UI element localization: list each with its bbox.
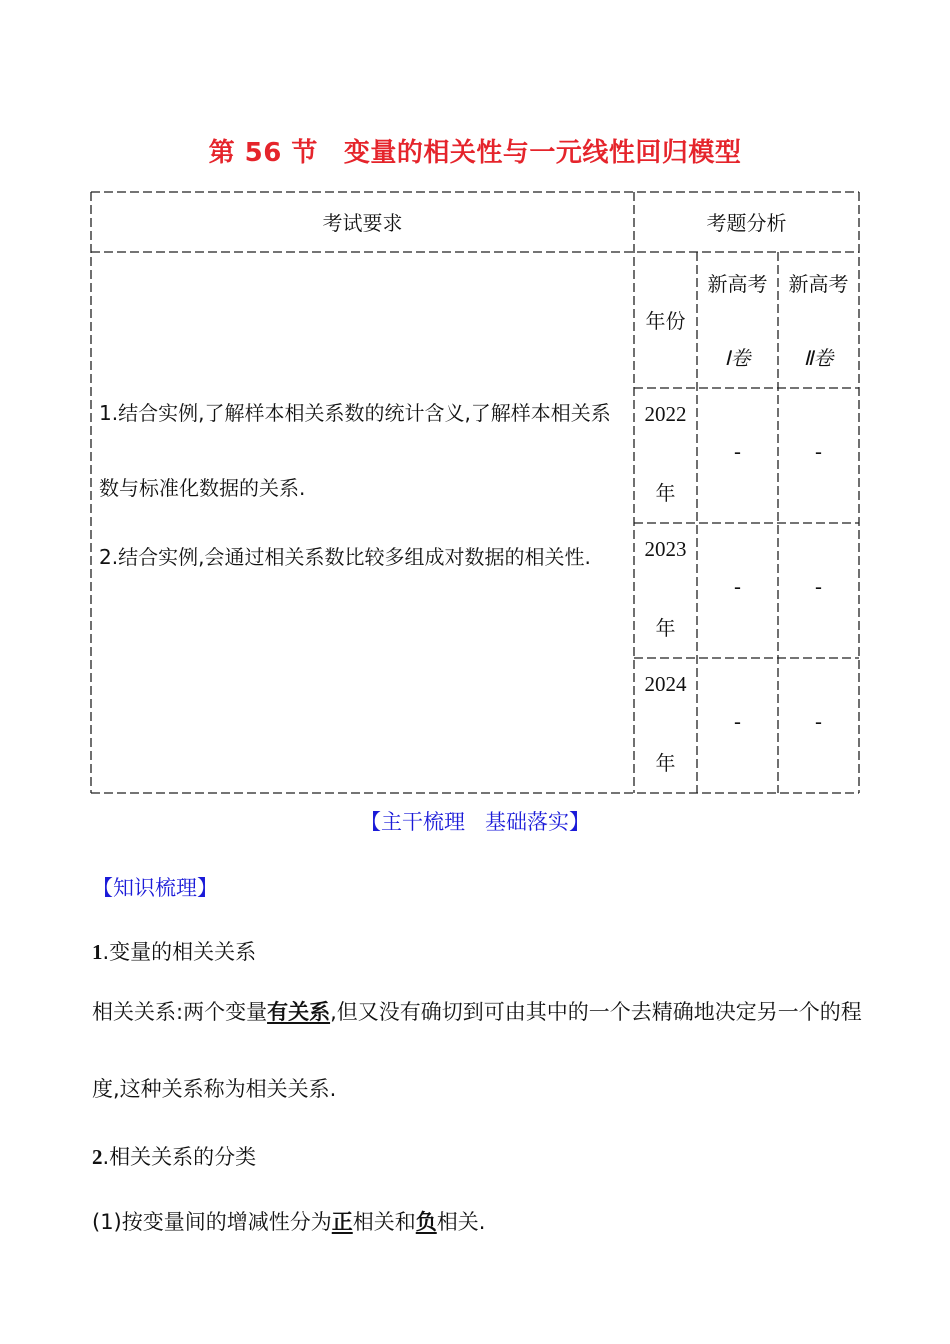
section1-heading xyxy=(92,936,256,966)
banner-right: 基础落实】 xyxy=(485,810,590,834)
section1-text-after: ,但又没有确切到可由其中的一个去精确地决定另一个的程度,这种关系称为相关关系. xyxy=(92,1000,862,1101)
item1-key-negative: 负 xyxy=(415,1210,437,1234)
col-year: 年份 xyxy=(645,309,686,333)
header-analysis: 考题分析 xyxy=(706,211,787,235)
section-banner xyxy=(0,806,950,836)
banner-left: 【主干梳理 xyxy=(360,810,465,834)
page-title xyxy=(0,132,950,169)
section2-item1 xyxy=(92,1206,862,1236)
section1-text-before: 相关关系:两个变量 xyxy=(92,1000,268,1024)
item1-prefix: (1)按变量间的增减性分为 xyxy=(92,1210,332,1234)
item1-mid: 相关和 xyxy=(352,1210,416,1234)
row-year: 2023 xyxy=(644,537,687,561)
section1-paragraph xyxy=(92,974,862,1128)
col-paper2-top: 新高考 xyxy=(788,272,849,296)
row-paper1-value: - xyxy=(733,710,742,734)
row-year-unit: 年 xyxy=(655,751,676,775)
row-year-unit: 年 xyxy=(655,481,676,505)
row-paper2-value: - xyxy=(814,575,823,599)
requirement-2: 2.结合实例,会通过相关系数比较多组成对数据的相关性. xyxy=(99,545,591,569)
section-name: 变量的相关性与一元线性回归模型 xyxy=(343,138,742,168)
section-number: 第 56 节 xyxy=(208,138,318,168)
col-paper2-bottom: Ⅱ卷 xyxy=(803,348,834,370)
row-paper1-value: - xyxy=(733,440,742,464)
row-paper1-value: - xyxy=(733,575,742,599)
row-paper2-value: - xyxy=(814,710,823,734)
row-year: 2024 xyxy=(644,672,687,696)
section2-number: 2 xyxy=(92,1145,103,1169)
col-paper1-top: 新高考 xyxy=(707,272,768,296)
section2-heading xyxy=(92,1141,256,1171)
item1-suffix: 相关. xyxy=(436,1210,486,1234)
knowledge-label: 【知识梳理】 xyxy=(92,876,218,900)
item1-key-positive: 正 xyxy=(331,1210,353,1234)
section1-key-term: 有关系 xyxy=(267,1000,331,1024)
header-requirements: 考试要求 xyxy=(322,211,403,235)
row-year: 2022 xyxy=(644,402,687,426)
row-paper2-value: - xyxy=(814,440,823,464)
section1-title: .变量的相关关系 xyxy=(102,940,257,964)
requirements-cell xyxy=(99,376,629,595)
section2-title: .相关关系的分类 xyxy=(102,1145,257,1169)
row-year-unit: 年 xyxy=(655,616,676,640)
section1-number: 1 xyxy=(92,940,103,964)
col-paper1-bottom: Ⅰ卷 xyxy=(724,348,751,370)
requirement-1: 1.结合实例,了解样本相关系数的统计含义,了解样本相关系数与标准化数据的关系. xyxy=(99,401,611,500)
